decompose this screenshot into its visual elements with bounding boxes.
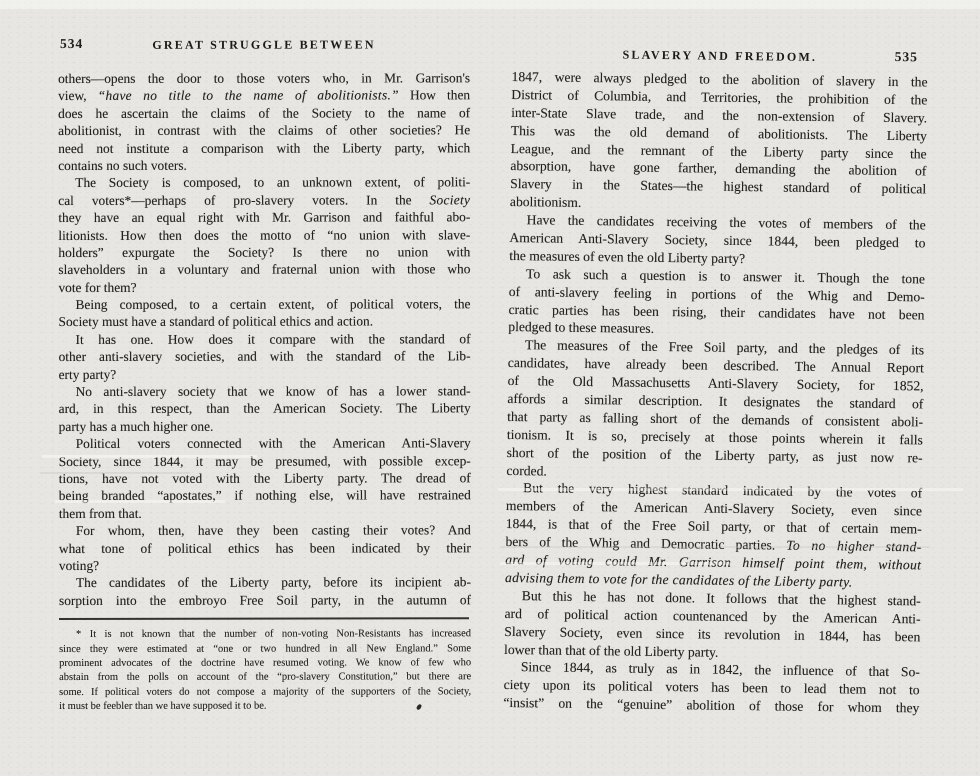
text-line: The measures of the Free Soil party, and the pledges of its (524, 337, 925, 358)
right-page (503, 46, 928, 717)
text-line: cal voters*—perhaps of pro-slavery voters. In the Society (58, 192, 471, 208)
text-line: holders” expurgate the Society? Is there no union with (58, 244, 471, 260)
text-line: view, “have no title to the name of abolitionists.” How then (58, 87, 471, 104)
text-line: absorption, have gone farther, demanding the abolition of (510, 158, 927, 179)
text-line: But the very highest standard indicated by the votes of (523, 480, 923, 501)
text-line: candidates, have already been described. The Annual Report (507, 355, 924, 376)
text-line: Have the candidates receiving the votes of members of the (526, 212, 926, 233)
paragraph (504, 587, 921, 664)
paragraph (58, 295, 470, 331)
paragraph (505, 479, 922, 592)
text-line: corded. (506, 462, 547, 479)
left-page-footnote (59, 627, 471, 714)
paragraph (59, 627, 471, 714)
text-line: being branded “apostates,” if nothing else, will have restrained (58, 487, 471, 504)
paragraph (510, 68, 928, 217)
text-line: sorption into the embroyo Free Soil party, in the autumn of (58, 591, 471, 608)
text-line: This was the old demand of abolitionists. The Liberty (510, 122, 927, 144)
paragraph (58, 69, 470, 174)
left-page-body (58, 69, 471, 609)
text-line: litionists. How then does the motto of “no union with slave- (58, 226, 471, 243)
text-line: Slavery Society, even since its revolution in 1844, has been (504, 623, 921, 645)
left-page-number: 534 (59, 35, 84, 51)
paragraph (59, 434, 471, 522)
text-line: them from that. (58, 505, 142, 521)
paragraph (59, 521, 471, 574)
text-line: 1844, is that of the Free Soil party, or that of certain mem- (505, 516, 922, 537)
text-line: tions, have not voted with the Liberty party. The dread of (58, 470, 471, 486)
text-line: since they were estimated at “one or two hundred in all New England.” Some (59, 642, 472, 655)
paragraph (508, 265, 925, 342)
text-line: some. If political voters do not compose a majority of the supporters of the Society, (59, 685, 472, 698)
text-line: party has a much higher one. (58, 418, 214, 434)
text-line: does he ascertain the claims of the Society to the name of (58, 105, 471, 121)
text-line: ard of political action countenanced by the American Anti- (504, 605, 921, 627)
text-line: abolitionism. (509, 194, 582, 211)
text-line: The candidates of the Liberty party, before its incipient ab- (75, 574, 471, 591)
paragraph (59, 382, 471, 435)
text-line: cratic parties has been rising, their candidates have not been (508, 301, 925, 323)
text-line: * It is not known that the number of non-voting Non-Resistants has increased (76, 628, 472, 641)
text-line: District of Columbia, and Territories, the prohibition of the (511, 86, 928, 108)
text-line: tionism. It is so, precisely at those points wherein it falls (506, 426, 923, 448)
paragraph (59, 574, 471, 610)
text-line: Since 1844, as truly as in 1842, the influence of that So- (520, 659, 920, 680)
text-line: others—opens the door to those voters who, in Mr. Garrison's (58, 70, 471, 86)
text-line: ciety upon its political voters has been to lead them not to (503, 677, 920, 698)
text-line: pledged to these measures. (508, 319, 655, 337)
text-line: slaveholders in a voluntary and fraternal union with those who (58, 261, 471, 278)
right-page-header (512, 46, 928, 67)
text-line: what tone of political ethics has been indicated by their (58, 539, 471, 556)
text-line: Society, since 1844, it may be presumed, with possible excep- (58, 452, 471, 469)
text-line: It has one. How does it compare with the standard of (75, 331, 471, 347)
text-line: the measures of even the old Liberty party? (509, 247, 746, 266)
text-line: short of the position of the Liberty party, as just now re- (506, 444, 923, 466)
text-line: lower than that of the old Liberty party. (504, 641, 719, 660)
paragraph (58, 174, 470, 296)
text-line: But this he has not done. It follows that the highest stand- (521, 588, 921, 609)
paragraph (506, 336, 924, 485)
text-line: it must be feebler than we have supposed it to be. (59, 700, 267, 713)
left-page (58, 37, 471, 714)
text-line: affords a similar description. It designates the standard of (507, 391, 924, 412)
text-line: For whom, then, have they been casting their votes? And (75, 522, 471, 539)
right-running-head: SLAVERY AND FREEDOM. (622, 47, 818, 64)
right-page-number: 535 (894, 49, 918, 65)
text-line: 1847, were always pledged to the abolition of slavery in the (511, 68, 928, 90)
text-line: League, and the remnant of the Liberty party since the (510, 140, 927, 161)
left-running-head: GREAT STRUGGLE BETWEEN (152, 37, 376, 52)
text-line: The Society is composed, to an unknown extent, of politi- (75, 174, 471, 191)
text-line: ard, in this respect, than the American Society. The Liberty (58, 400, 471, 417)
text-line: Political voters connected with the American Anti-Slavery (75, 435, 471, 452)
text-line: members of the American Anti-Slavery Society, even since (505, 498, 923, 519)
text-line: contains no such voters. (58, 157, 187, 173)
scan-edge-highlight (0, 0, 980, 9)
text-line: American Anti-Slavery Society, since 1844, been pledged to (509, 229, 926, 251)
text-line: that party as falling short of the demands of consistent aboli- (507, 408, 924, 430)
paragraph (59, 330, 471, 383)
text-line: erty party? (58, 366, 117, 382)
text-line: ard of voting could Mr. Garrison himself point them, without (505, 552, 922, 573)
paragraph (509, 211, 926, 270)
text-line: need not institute a comparison with the Liberty party, which (58, 139, 471, 156)
text-line: Being composed, to a certain extent, of political voters, the (75, 296, 471, 313)
right-page-body (503, 68, 927, 717)
left-page-header (58, 37, 470, 54)
text-line: bers of the Whig and Democratic parties. To no higher stand- (505, 534, 922, 555)
text-line: of anti-slavery feeling in portions of the Whig and Demo- (508, 283, 925, 305)
text-line: Slavery in the States—the highest standard of political (510, 176, 927, 197)
footnote-rule (59, 617, 469, 620)
paragraph (503, 658, 920, 717)
text-line: advising them to vote for the candidates of the Liberty party. (504, 569, 853, 590)
text-line: vote for them? (58, 279, 137, 295)
text-line: other anti-slavery societies, and with the standard of the Lib- (58, 348, 471, 365)
text-line: they have an equal right with Mr. Garrison and faithful abo- (58, 209, 471, 226)
text-line: inter-State Slave trade, and the non-extension of Slavery. (511, 104, 928, 126)
text-line: of the Old Massachusetts Anti-Slavery Society, for 1852, (507, 373, 924, 394)
text-line: prominent advocates of the doctrine have resumed voting. We know of few who (59, 657, 472, 669)
text-line: abstain from the polls on account of the “pro-slavery Constitution,” but there are (59, 671, 472, 684)
text-line: No anti-slavery society that we know of has a lower stand- (75, 383, 471, 400)
text-line: To ask such a question is to answer it. Though the tone (525, 266, 926, 287)
text-line: abolitionist, in contrast with the claims of other societies? He (58, 122, 471, 139)
text-line: Society must have a standard of political ethics and action. (58, 313, 374, 330)
text-line: “insist” on the “genuine” abolition of those for whom they (503, 695, 920, 716)
text-line: voting? (58, 557, 100, 573)
